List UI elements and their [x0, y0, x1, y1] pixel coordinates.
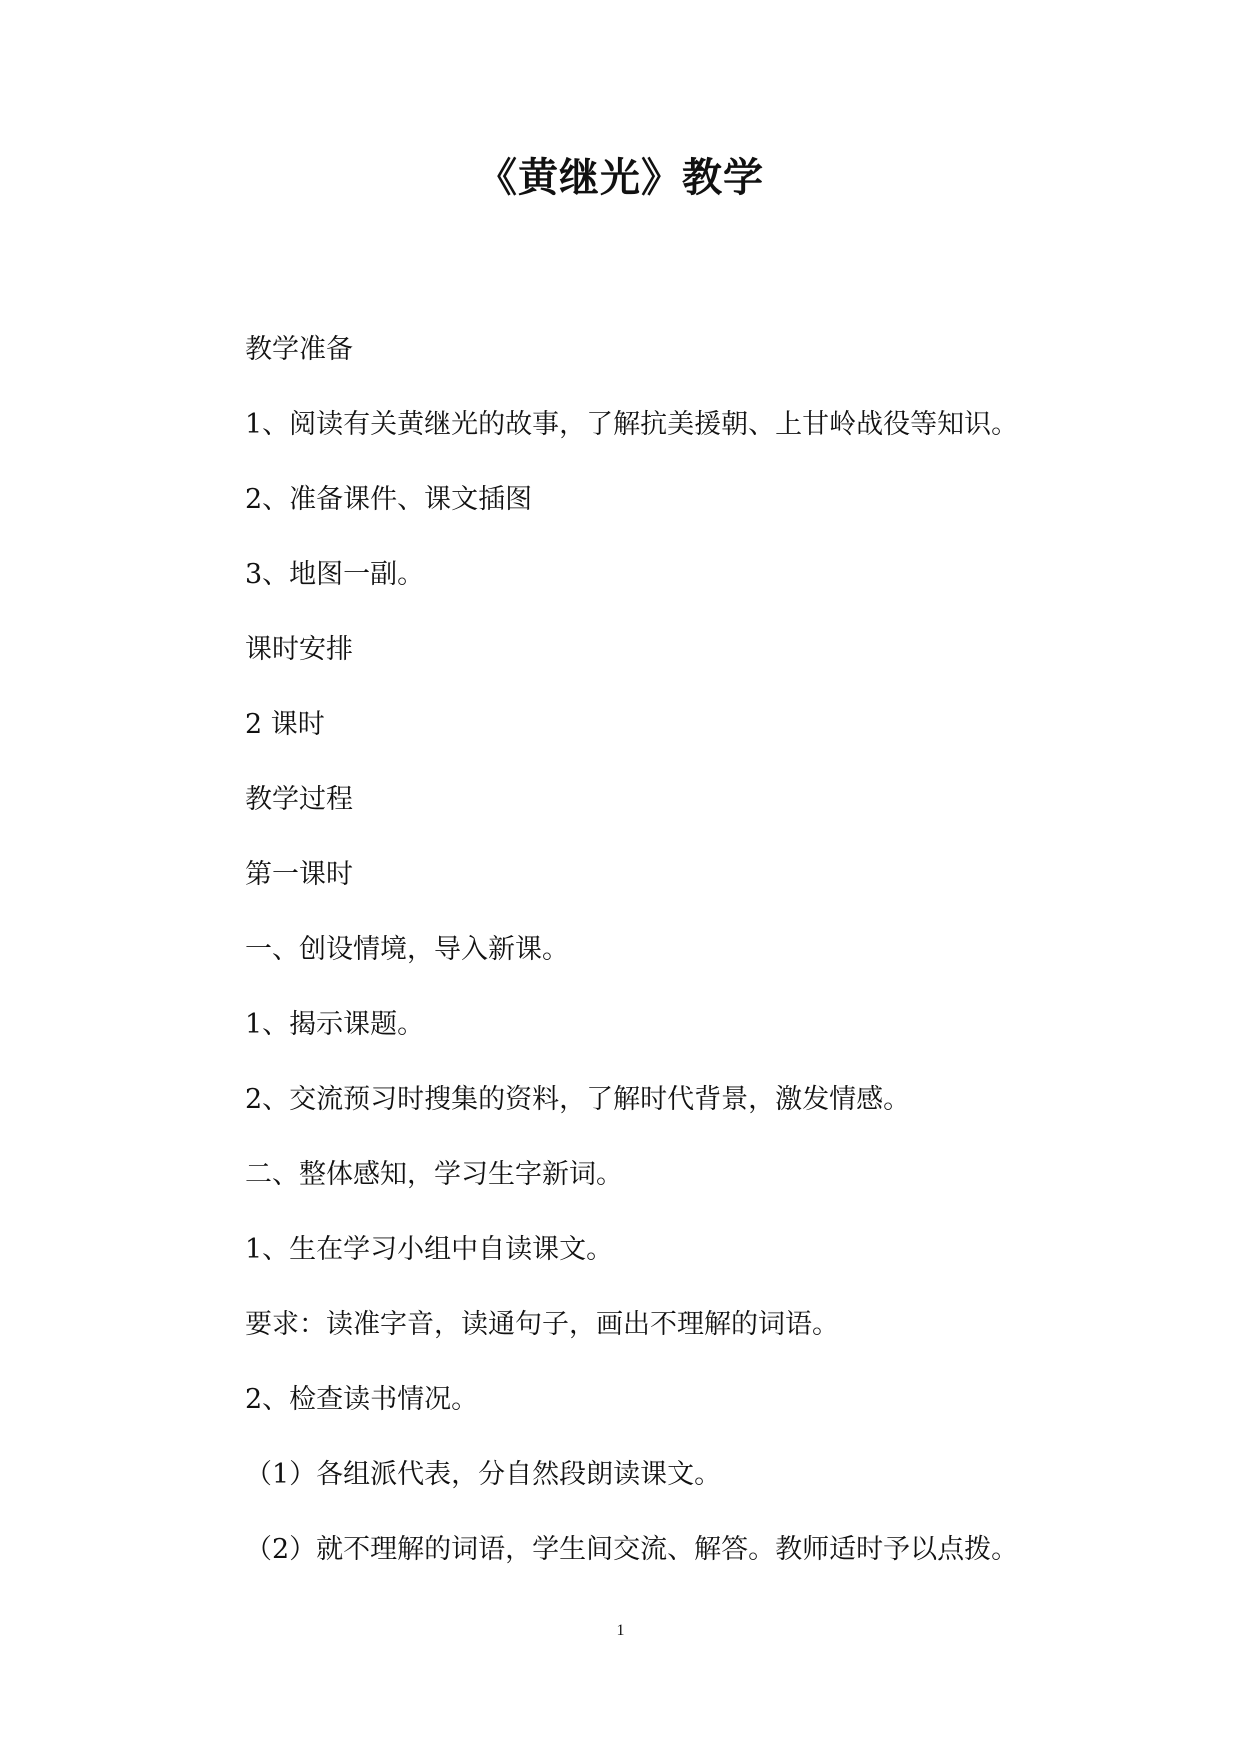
document-title: 《黄继光》教学 — [477, 154, 764, 201]
paragraph: 一、创设情境，导入新课。 — [245, 934, 569, 965]
paragraph: 二、整体感知，学习生字新词。 — [245, 1159, 623, 1190]
page-number: 1 — [616, 1622, 625, 1639]
paragraph-heading-first-lesson: 第一课时 — [245, 859, 353, 890]
paragraph-heading-preparation: 教学准备 — [245, 334, 353, 365]
paragraph: 1、阅读有关黄继光的故事，了解抗美援朝、上甘岭战役等知识。 — [245, 409, 1019, 440]
paragraph: 1、揭示课题。 — [245, 1009, 425, 1040]
paragraph: （1）各组派代表，分自然段朗读课文。 — [245, 1459, 722, 1490]
paragraph: 2、交流预习时搜集的资料，了解时代背景，激发情感。 — [245, 1084, 911, 1115]
paragraph: 3、地图一副。 — [245, 559, 425, 590]
paragraph-heading-schedule: 课时安排 — [245, 634, 353, 665]
document-body — [245, 330, 1105, 1605]
paragraph: 1、生在学习小组中自读课文。 — [245, 1234, 614, 1265]
paragraph: 2、准备课件、课文插图 — [245, 484, 533, 515]
paragraph: 2 课时 — [245, 709, 325, 740]
paragraph: 要求：读准字音，读通句子，画出不理解的词语。 — [245, 1309, 839, 1340]
paragraph-heading-process: 教学过程 — [245, 784, 353, 815]
paragraph: （2）就不理解的词语，学生间交流、解答。教师适时予以点拨。 — [245, 1534, 1019, 1565]
paragraph: 2、检查读书情况。 — [245, 1384, 479, 1415]
